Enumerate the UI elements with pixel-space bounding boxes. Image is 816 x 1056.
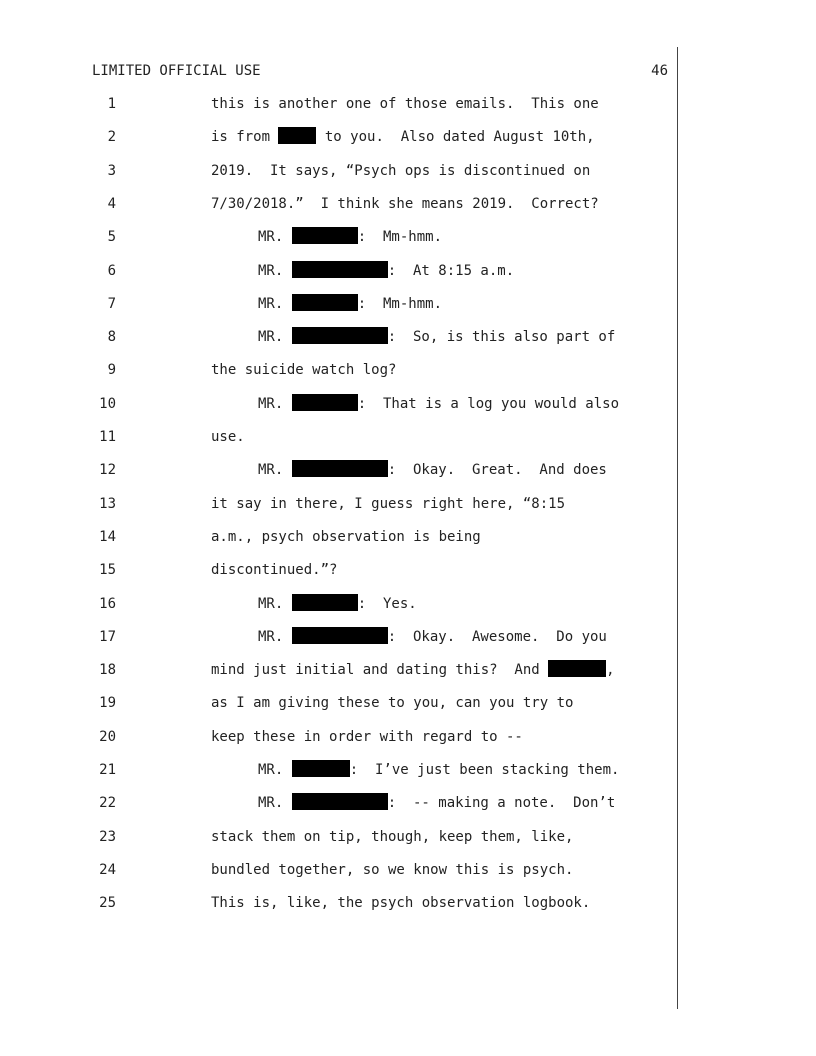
line-text — [258, 793, 615, 813]
transcript-line — [0, 327, 816, 347]
redaction-box — [292, 327, 388, 344]
line-number: 21 — [99, 762, 116, 778]
text-segment: : -- making a note. Don’t — [387, 795, 616, 812]
line-number: 16 — [99, 595, 116, 612]
transcript-line — [0, 261, 816, 281]
transcript-line — [0, 94, 816, 114]
page-number: 46 — [651, 63, 668, 79]
transcript-line — [0, 560, 816, 580]
transcript-line — [0, 527, 816, 547]
text-segment: it say in there, I guess right here, “8:15 — [211, 495, 566, 512]
line-number: 11 — [99, 429, 116, 445]
line-number: 8 — [107, 329, 116, 346]
text-segment: as I am giving these to you, can you try to — [211, 695, 574, 712]
text-segment: , — [606, 662, 615, 679]
line-text — [211, 693, 573, 713]
text-segment: : I’ve just been stacking them. — [349, 762, 620, 778]
line-text — [211, 827, 573, 847]
line-text — [258, 294, 442, 314]
line-text — [258, 627, 607, 647]
transcript-line — [0, 860, 816, 880]
line-text — [211, 427, 245, 447]
text-segment: MR. — [258, 295, 292, 312]
line-number: 7 — [107, 295, 116, 312]
line-text — [211, 893, 590, 913]
text-segment: MR. — [258, 795, 292, 812]
line-text — [258, 760, 619, 780]
transcript-line — [0, 161, 816, 181]
line-number: 19 — [99, 695, 116, 712]
text-segment: MR. — [258, 762, 292, 778]
line-number: 17 — [99, 628, 116, 645]
line-text — [258, 594, 417, 614]
text-segment: MR. — [258, 329, 292, 346]
transcript-line — [0, 594, 816, 614]
redaction-box — [278, 127, 316, 144]
text-segment: 7/30/2018.” I think she means 2019. Correct? — [211, 195, 599, 212]
text-segment: : Okay. Awesome. Do you — [387, 628, 607, 645]
transcript-line — [0, 227, 816, 247]
line-text — [211, 527, 481, 547]
line-number: 9 — [107, 362, 116, 379]
line-number: 2 — [107, 129, 116, 146]
text-segment: keep these in order with regard to -- — [211, 728, 523, 745]
line-number: 15 — [99, 562, 116, 579]
text-segment: MR. — [258, 229, 292, 246]
transcript-line — [0, 127, 816, 147]
line-number: 5 — [107, 229, 116, 246]
transcript-line — [0, 494, 816, 514]
line-text — [211, 727, 523, 747]
redaction-box — [292, 261, 388, 278]
text-segment: mind just initial and dating this? And — [211, 662, 549, 679]
classification-marking: LIMITED OFFICIAL USE — [92, 63, 261, 79]
transcript-line — [0, 194, 816, 214]
text-segment: MR. — [258, 628, 292, 645]
transcript-line — [0, 427, 816, 447]
line-text — [211, 360, 396, 380]
redaction-box — [548, 660, 606, 677]
text-segment: : Mm-hmm. — [357, 229, 443, 246]
text-segment: MR. — [258, 462, 292, 479]
line-text — [211, 161, 590, 181]
redaction-box — [292, 594, 358, 611]
text-segment: : At 8:15 a.m. — [387, 262, 515, 279]
line-number: 18 — [99, 662, 116, 679]
line-number: 3 — [107, 162, 116, 179]
line-number: 1 — [107, 96, 116, 112]
line-number: 22 — [99, 795, 116, 812]
text-segment: to you. Also dated August 10th, — [316, 129, 595, 146]
redaction-box — [292, 294, 358, 311]
text-segment: a.m., psych observation is being — [211, 528, 481, 545]
transcript-line — [0, 660, 816, 680]
transcript-line — [0, 460, 816, 480]
line-number: 20 — [99, 728, 116, 745]
text-segment: : So, is this also part of — [387, 329, 616, 346]
transcript-line — [0, 727, 816, 747]
redaction-box — [292, 460, 388, 477]
transcript-line — [0, 793, 816, 813]
transcript-line — [0, 827, 816, 847]
line-number: 13 — [99, 495, 116, 512]
transcript-line — [0, 294, 816, 314]
transcript-line — [0, 893, 816, 913]
line-text — [258, 227, 442, 247]
redaction-box — [292, 793, 388, 810]
line-number: 10 — [99, 395, 116, 412]
text-segment: : That is a log you would also — [357, 395, 620, 412]
text-segment: MR. — [258, 262, 292, 279]
redaction-box — [292, 227, 358, 244]
text-segment: 2019. It says, “Psych ops is discontinued on — [211, 162, 591, 179]
line-text — [211, 194, 599, 214]
text-segment: stack them on tip, though, keep them, like, — [211, 828, 574, 845]
line-text — [211, 560, 337, 580]
transcript-line — [0, 360, 816, 380]
transcript-line — [0, 760, 816, 780]
line-number: 4 — [107, 195, 116, 212]
line-text — [211, 94, 599, 114]
line-text — [211, 494, 565, 514]
text-segment: : Okay. Great. And does — [387, 462, 607, 479]
line-text — [211, 660, 615, 680]
text-segment: bundled together, so we know this is psych. — [211, 861, 574, 878]
text-segment: is from — [211, 129, 279, 146]
line-text — [211, 860, 573, 880]
line-text — [258, 460, 607, 480]
line-number: 23 — [99, 828, 116, 845]
text-segment: discontinued.”? — [211, 562, 338, 579]
text-segment: the suicide watch log? — [211, 362, 397, 379]
text-segment: This is, like, the psych observation logbook. — [211, 895, 591, 912]
line-text — [258, 394, 619, 414]
line-number: 12 — [99, 462, 116, 479]
redaction-box — [292, 760, 350, 777]
line-number: 6 — [107, 262, 116, 279]
redaction-box — [292, 627, 388, 644]
line-number: 14 — [99, 528, 116, 545]
line-text — [211, 127, 595, 147]
text-segment: this is another one of those emails. This one — [211, 96, 599, 112]
line-text — [258, 327, 615, 347]
line-text — [258, 261, 514, 281]
redaction-box — [292, 394, 358, 411]
transcript-line — [0, 627, 816, 647]
text-segment: MR. — [258, 595, 292, 612]
text-segment: use. — [211, 429, 245, 445]
line-number: 24 — [99, 861, 116, 878]
transcript-line — [0, 693, 816, 713]
text-segment: : Yes. — [357, 595, 417, 612]
text-segment: : Mm-hmm. — [357, 295, 443, 312]
text-segment: MR. — [258, 395, 292, 412]
transcript-line — [0, 394, 816, 414]
line-number: 25 — [99, 895, 116, 912]
